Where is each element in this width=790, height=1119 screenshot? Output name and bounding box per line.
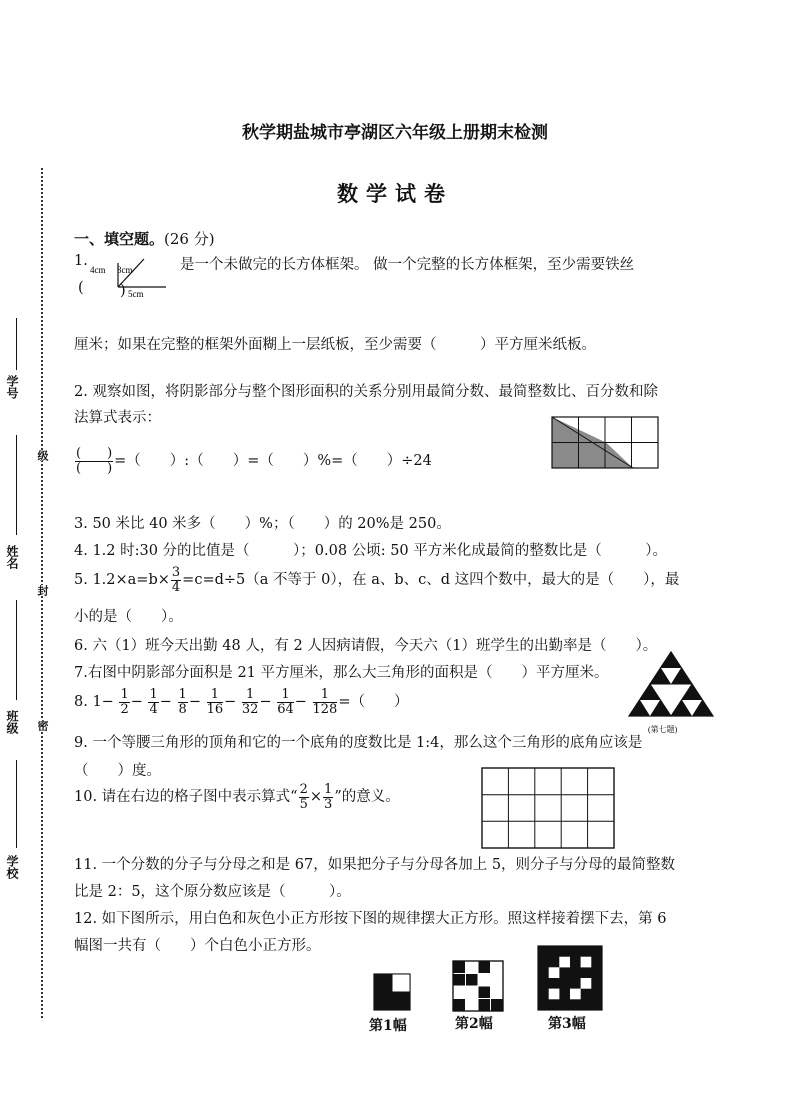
q10-text [74,783,400,811]
q8-term-num: 1 [277,688,294,703]
q8-minus: − [294,694,307,711]
pattern-caption-3: 第3幅 [548,1016,586,1032]
q8-minus: − [159,694,172,711]
q11-line2: 比是 2：5，这个原分数应该是（ ）。 [74,884,351,900]
q8-term-den: 32 [241,701,259,717]
q10-b-num: 1 [324,782,333,797]
q8-term-5 [242,688,259,716]
q8-term-3 [178,688,188,716]
margin-mark-mi: 密 [36,720,49,731]
q10-fraction-b [323,783,333,811]
q11-line1: 11. 一个分数的分子与分母之和是 67，如果把分子与分母各加上 5，则分子与分母的最简整数 [74,857,676,873]
q12-line2: 幅图一共有（ ）个白色小正方形。 [74,938,321,954]
q7-caption: (第七题) [648,725,678,734]
q8-term-den: 128 [312,701,338,717]
school-underline [16,760,17,848]
q2-frac-num: ( ) [76,446,113,461]
q7-sierpinski-triangle-figure [626,650,716,738]
q8-term-num: 1 [149,687,158,702]
q5-frac-den: 4 [171,579,181,595]
margin-label-student-id: 学号 [5,375,19,399]
q1-blank-open: ( [78,280,84,296]
q2-frac-den: ( ) [76,460,113,476]
q8-post: =（ ） [338,694,409,711]
q8-expression [74,688,409,716]
q8-term-1 [119,688,129,716]
student-id-underline [16,318,17,370]
q1-text-b: 厘米；如果在完整的框架外面糊上一层纸板，至少需要（ ）平方厘米纸板。 [74,337,596,353]
q8-term-num: 1 [120,687,129,702]
section-label: 一、填空题。 [74,230,165,248]
q10-grid-5x3[interactable] [481,767,616,850]
q2-line1: 2. 观察如图，将阴影部分与整个图形面积的关系分别用最简分数、最简整数比、百分数和除 [74,384,658,400]
pattern-caption-2: 第2幅 [455,1016,493,1032]
q8-term-den: 2 [120,701,129,717]
margin-label-class: 班级 [5,710,19,734]
exam-title: 秋学期盐城市亭湖区六年级上册期末检测 [242,123,548,143]
q8-minus: − [224,694,237,711]
class-underline [16,600,17,700]
q8-term-num: 1 [313,688,338,703]
q10-b-den: 3 [324,796,333,812]
q5-line1 [74,566,679,594]
q6-text: 6. 六（1）班今天出勤 48 人，有 2 人因病请假，今天六（1）班学生的出勤率是（ ）。 [74,638,658,654]
q8-term-7 [313,688,338,716]
q1-blank-close: ) [120,283,126,299]
q7-text: 7.右图中阴影部分面积是 21 平方厘米，那么大三角形的面积是（ ）平方厘米。 [74,665,609,681]
pattern-figure-1 [373,973,411,1011]
margin-mark-feng: 封 [36,585,49,596]
q4-text: 4. 1.2 时:30 分的比值是（ ）；0.08 公顷: 50 平方米化成最简的整数比是（ ）。 [74,543,668,559]
q5-post: =c=d÷5（a 不等于 0），在 a、b、c、d 这四个数中，最大的是（ ），最 [182,572,680,589]
q5-line2: 小的是（ ）。 [74,609,183,625]
name-underline [16,435,17,535]
q8-term-num: 1 [178,687,187,702]
q8-term-den: 64 [277,701,294,717]
q10-a-den: 5 [299,796,308,812]
q2-blank-fraction [75,447,113,475]
pattern-figure-3 [537,945,603,1011]
margin-mark-ji: 级 [36,450,49,461]
q10-a-num: 2 [299,782,308,797]
q3-text: 3. 50 米比 40 米多（ ）%；（ ）的 20%是 250。 [74,516,451,532]
q5-fraction [171,566,181,594]
q10-post: ”的意义。 [334,789,400,806]
q8-minus: − [259,694,272,711]
margin-label-school: 学校 [5,855,19,879]
pattern-figure-2 [452,960,504,1012]
q12-line1: 12. 如下图所示，用白色和灰色小正方形按下图的规律摆大正方形。照这样接着摆下去，第 6 [74,911,667,927]
q8-term-6 [277,688,294,716]
q1-number: 1. [74,253,88,269]
dim-label-4cm: 4cm [90,265,106,275]
margin-label-name: 姓名 [5,545,19,569]
q5-pre: 5. 1.2×a=b× [74,572,170,589]
q10-times: × [309,789,323,806]
cuboid-frame-figure [88,249,170,299]
section-heading [74,228,215,249]
q2-expr-text: =（ ）:（ ）=（ ）%=（ ）÷24 [114,453,432,470]
q1-text-a: 是一个未做完的长方体框架。 做一个完整的长方体框架，至少需要铁丝 [180,257,635,273]
q10-fraction-a [299,783,309,811]
pattern-caption-1: 第1幅 [369,1018,407,1034]
q8-term-num: 1 [207,688,224,703]
q9-line2: （ ）度。 [74,763,161,779]
q8-term-4 [207,688,224,716]
q8-term-num: 1 [242,688,259,703]
dim-label-3cm: 3cm [117,265,133,275]
q10-pre: 10. 请在右边的格子图中表示算式“ [74,789,298,806]
dim-label-5cm: 5cm [128,289,144,299]
q8-term-2 [148,688,158,716]
q2-shaded-rectangle-figure [551,416,661,470]
q8-minus: − [188,694,201,711]
exam-subject-title: 数学试卷 [337,181,453,206]
q8-term-den: 16 [206,701,224,717]
q8-term-den: 4 [149,701,158,717]
q8-term-den: 8 [178,701,187,717]
q8-minus: − [130,694,143,711]
q5-frac-num: 3 [171,565,181,580]
section-points: (26 分) [164,230,215,248]
q9-line1: 9. 一个等腰三角形的顶角和它的一个底角的度数比是 1:4，那么这个三角形的底角应该是 [74,735,643,751]
q8-pre: 8. 1− [74,694,114,711]
q2-line2: 法算式表示： [74,410,161,426]
q2-expression [74,447,432,475]
